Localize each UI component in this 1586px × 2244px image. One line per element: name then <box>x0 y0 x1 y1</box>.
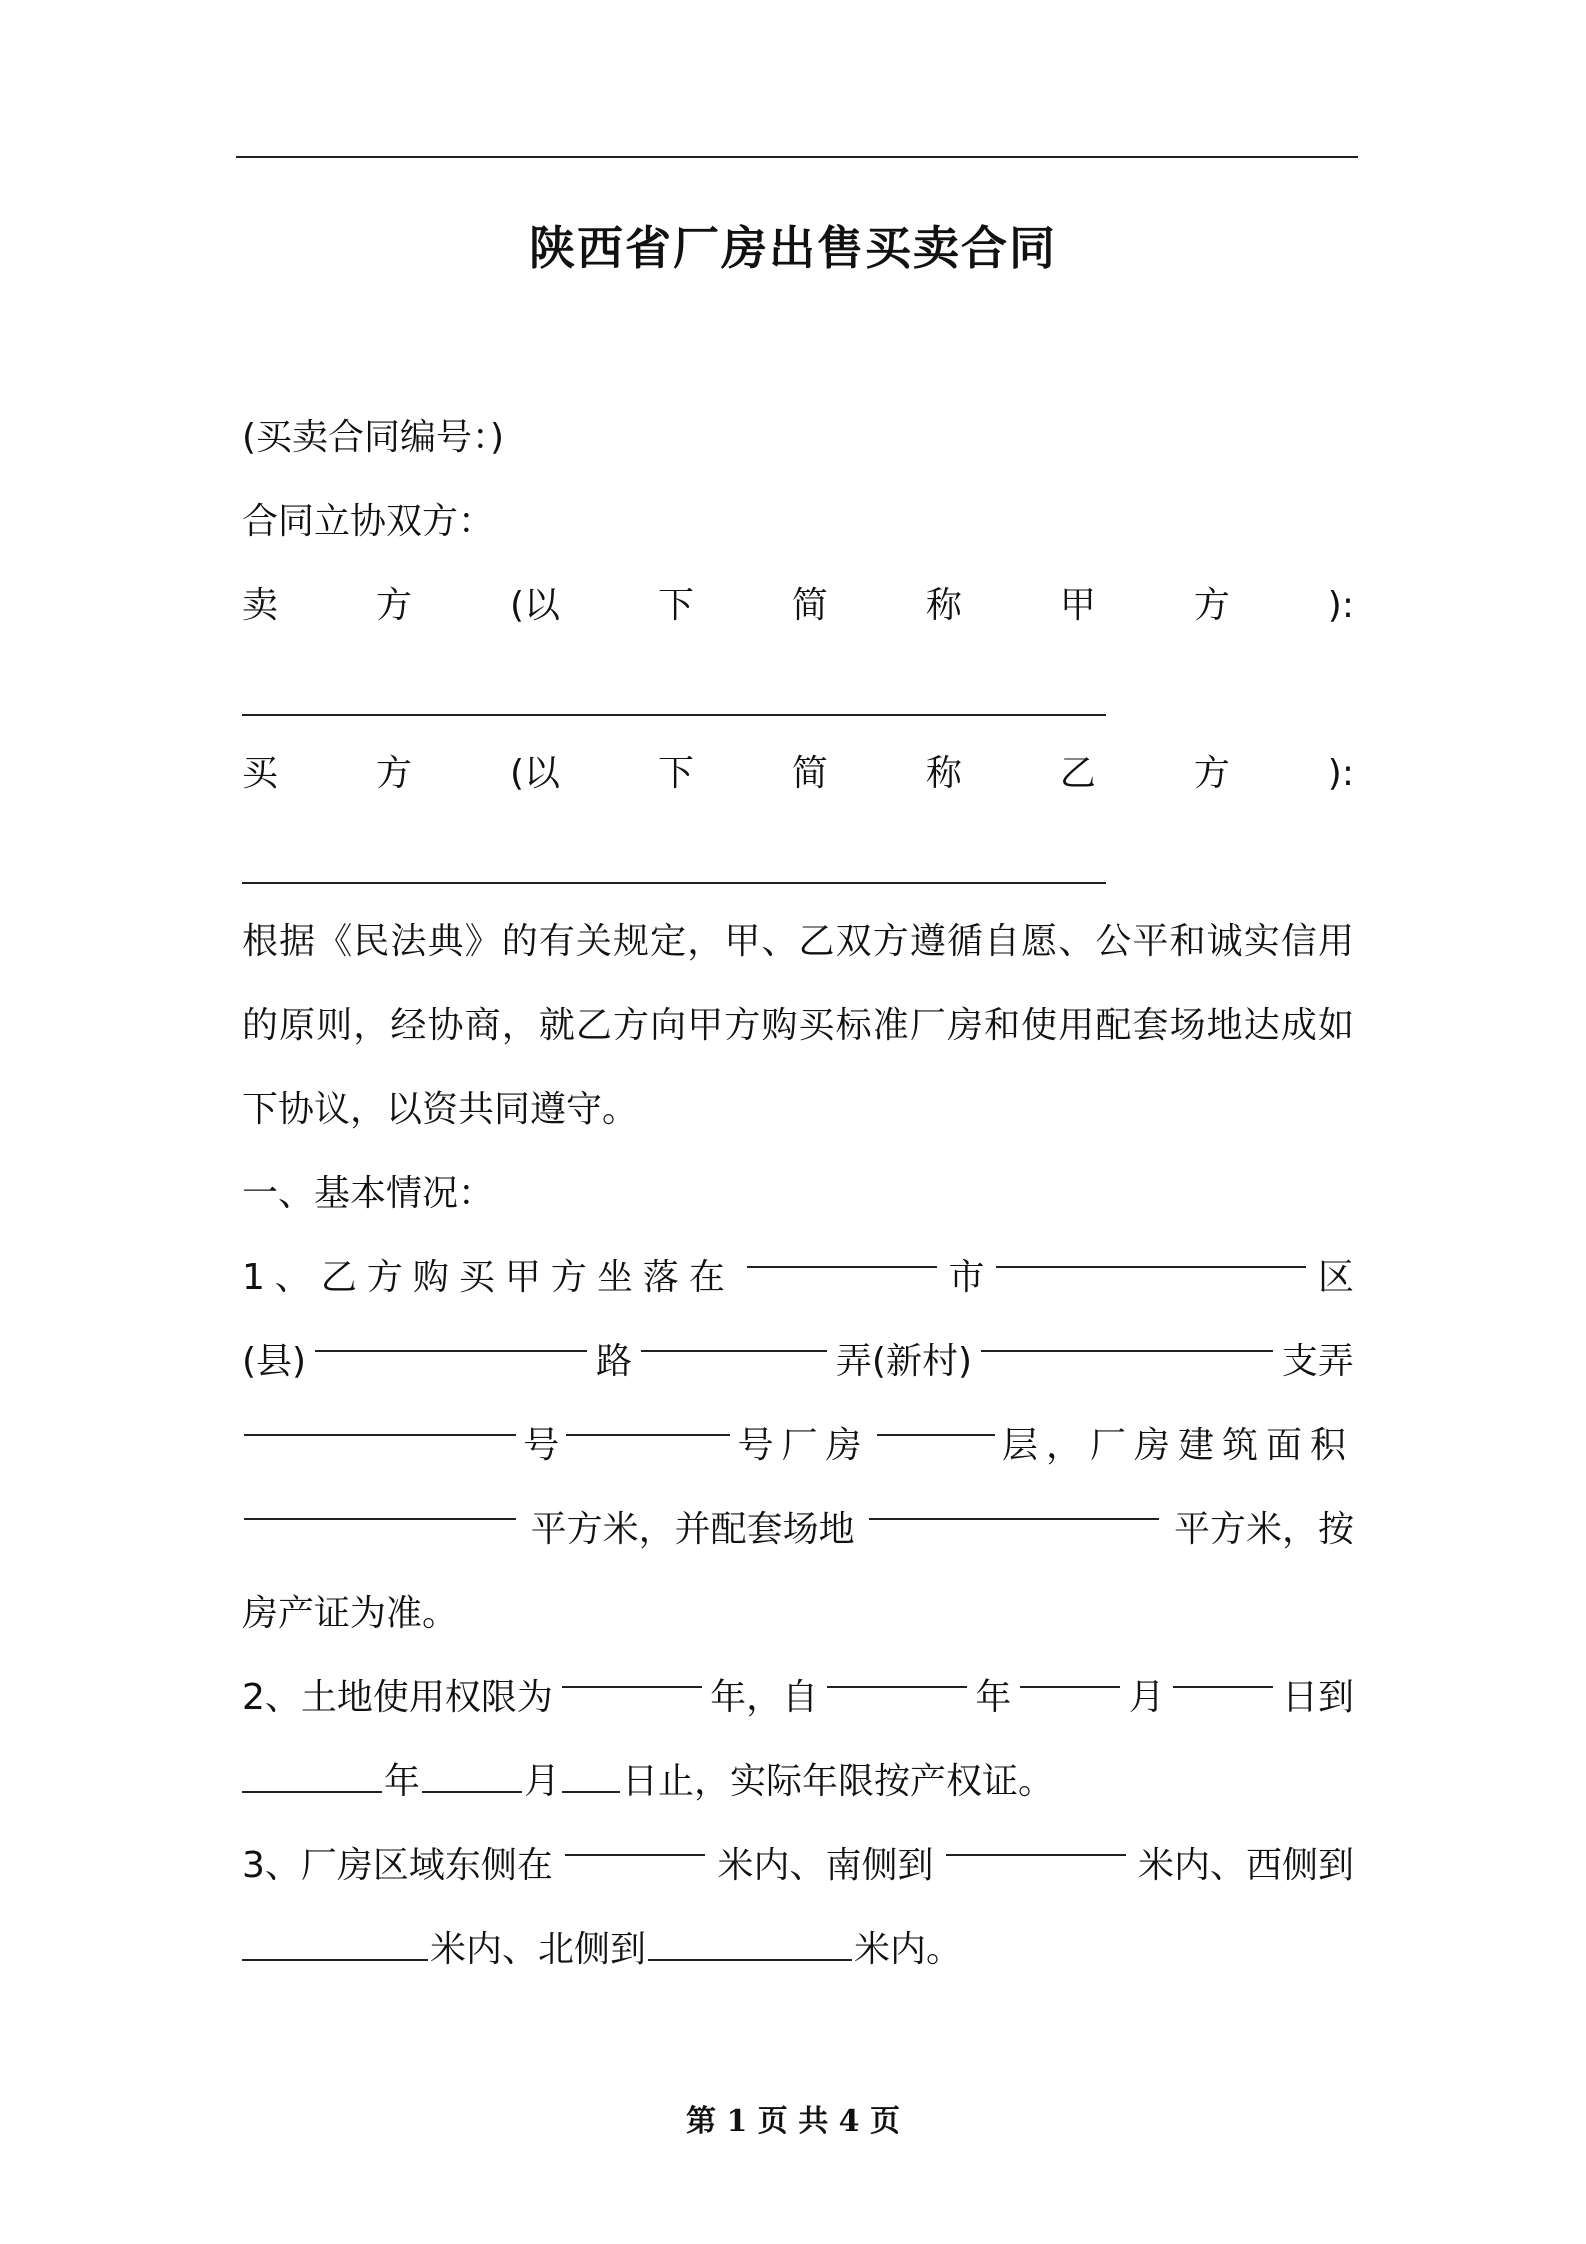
item2-text: 月 <box>1128 1677 1165 1718</box>
seller-char: 方 <box>375 585 412 626</box>
seller-char: 卖 <box>242 585 279 626</box>
fill-blank <box>1020 1656 1120 1688</box>
seller-char: (以 <box>509 585 560 626</box>
item3-text: 米内、北侧到 <box>430 1929 647 1970</box>
seller-char: 方 <box>1193 585 1230 626</box>
fill-blank <box>244 1404 516 1436</box>
item2-text: 年 <box>384 1761 421 1802</box>
item2-text: 日到 <box>1281 1677 1354 1718</box>
seller-line <box>242 564 1354 648</box>
fill-blank <box>562 1761 620 1793</box>
item2-text: 日止，实际年限按产权证。 <box>622 1761 1055 1802</box>
item1-text: 支弄 <box>1281 1341 1354 1382</box>
item1-text: 市 <box>948 1257 985 1298</box>
item1-text: 路 <box>596 1341 633 1382</box>
item3-text: 米内、南侧到 <box>717 1845 934 1886</box>
item1-text: 平方米，并配套场地 <box>530 1509 855 1550</box>
item1-line3 <box>242 1404 1354 1488</box>
item1-text: 号厂房 <box>737 1425 870 1466</box>
seller-char: 下 <box>657 585 694 626</box>
item1-text: 1、乙方购买甲方坐落在 <box>242 1257 735 1298</box>
header-rule <box>236 156 1358 158</box>
fill-blank <box>877 1404 995 1436</box>
fill-blank <box>641 1320 827 1352</box>
contract-number: (买卖合同编号：) <box>242 417 505 458</box>
parties-intro: 合同立协双方： <box>242 501 495 542</box>
fill-blank <box>244 1488 516 1520</box>
fill-blank <box>562 1656 702 1688</box>
item1-text: 号 <box>523 1425 560 1466</box>
buyer-char: 简 <box>791 753 828 794</box>
buyer-char: 下 <box>657 753 694 794</box>
item2-line1 <box>242 1656 1354 1740</box>
buyer-char: 称 <box>925 753 962 794</box>
fill-blank <box>827 1656 967 1688</box>
seller-blank <box>242 714 1106 716</box>
fill-blank <box>747 1236 937 1268</box>
preamble-paragraph: 根据《民法典》的有关规定，甲、乙双方遵循自愿、公平和诚实信用的原则，经协商，就乙方向甲方购买标准厂房和使用配套场地达成如下协议，以资共同遵守。 <box>242 921 1354 1130</box>
seller-char: ): <box>1327 585 1354 626</box>
fill-blank <box>981 1320 1273 1352</box>
item1-text: 区 <box>1317 1257 1354 1298</box>
document-title: 陕西省厂房出售买卖合同 <box>529 221 1057 275</box>
item2-text: 年 <box>975 1677 1012 1718</box>
item1-text: 平方米，按 <box>1173 1509 1354 1550</box>
section-heading: 一、基本情况： <box>242 1173 495 1214</box>
item3-text: 米内。 <box>854 1929 963 1970</box>
fill-blank <box>946 1824 1126 1856</box>
item1-line5: 房产证为准。 <box>242 1593 459 1634</box>
item3-text: 3、厂房区域东侧在 <box>242 1845 553 1886</box>
item1-text: (县) <box>242 1341 307 1382</box>
fill-blank <box>565 1824 705 1856</box>
item3-text: 米内、西侧到 <box>1137 1845 1354 1886</box>
item3-line2 <box>242 1908 1354 1992</box>
fill-blank <box>648 1929 852 1961</box>
item2-text: 2、土地使用权限为 <box>242 1677 553 1718</box>
buyer-char: 方 <box>1193 753 1230 794</box>
buyer-char: (以 <box>509 753 560 794</box>
item2-text: 月 <box>524 1761 561 1802</box>
item1-line2 <box>242 1320 1354 1404</box>
fill-blank <box>242 1761 382 1793</box>
page-footer: 第 1 页 共 4 页 <box>686 2104 900 2139</box>
buyer-blank <box>242 882 1106 884</box>
fill-blank <box>242 1929 428 1961</box>
fill-blank <box>996 1236 1306 1268</box>
item1-line1 <box>242 1236 1354 1320</box>
item2-text: 年，自 <box>710 1677 819 1718</box>
item1-text: 弄(新村) <box>835 1341 973 1382</box>
fill-blank <box>315 1320 587 1352</box>
buyer-char: 买 <box>242 753 279 794</box>
buyer-char: ): <box>1327 753 1354 794</box>
buyer-line <box>242 732 1354 816</box>
item2-line2 <box>242 1740 1354 1824</box>
item1-text: 层，厂房建筑面积 <box>1001 1425 1354 1466</box>
fill-blank <box>1173 1656 1273 1688</box>
buyer-char: 乙 <box>1059 753 1096 794</box>
buyer-char: 方 <box>375 753 412 794</box>
seller-char: 甲 <box>1059 585 1096 626</box>
seller-char: 简 <box>791 585 828 626</box>
fill-blank <box>422 1761 522 1793</box>
item3-line1 <box>242 1824 1354 1908</box>
item1-line4 <box>242 1488 1354 1572</box>
fill-blank <box>869 1488 1159 1520</box>
seller-char: 称 <box>925 585 962 626</box>
fill-blank <box>566 1404 730 1436</box>
